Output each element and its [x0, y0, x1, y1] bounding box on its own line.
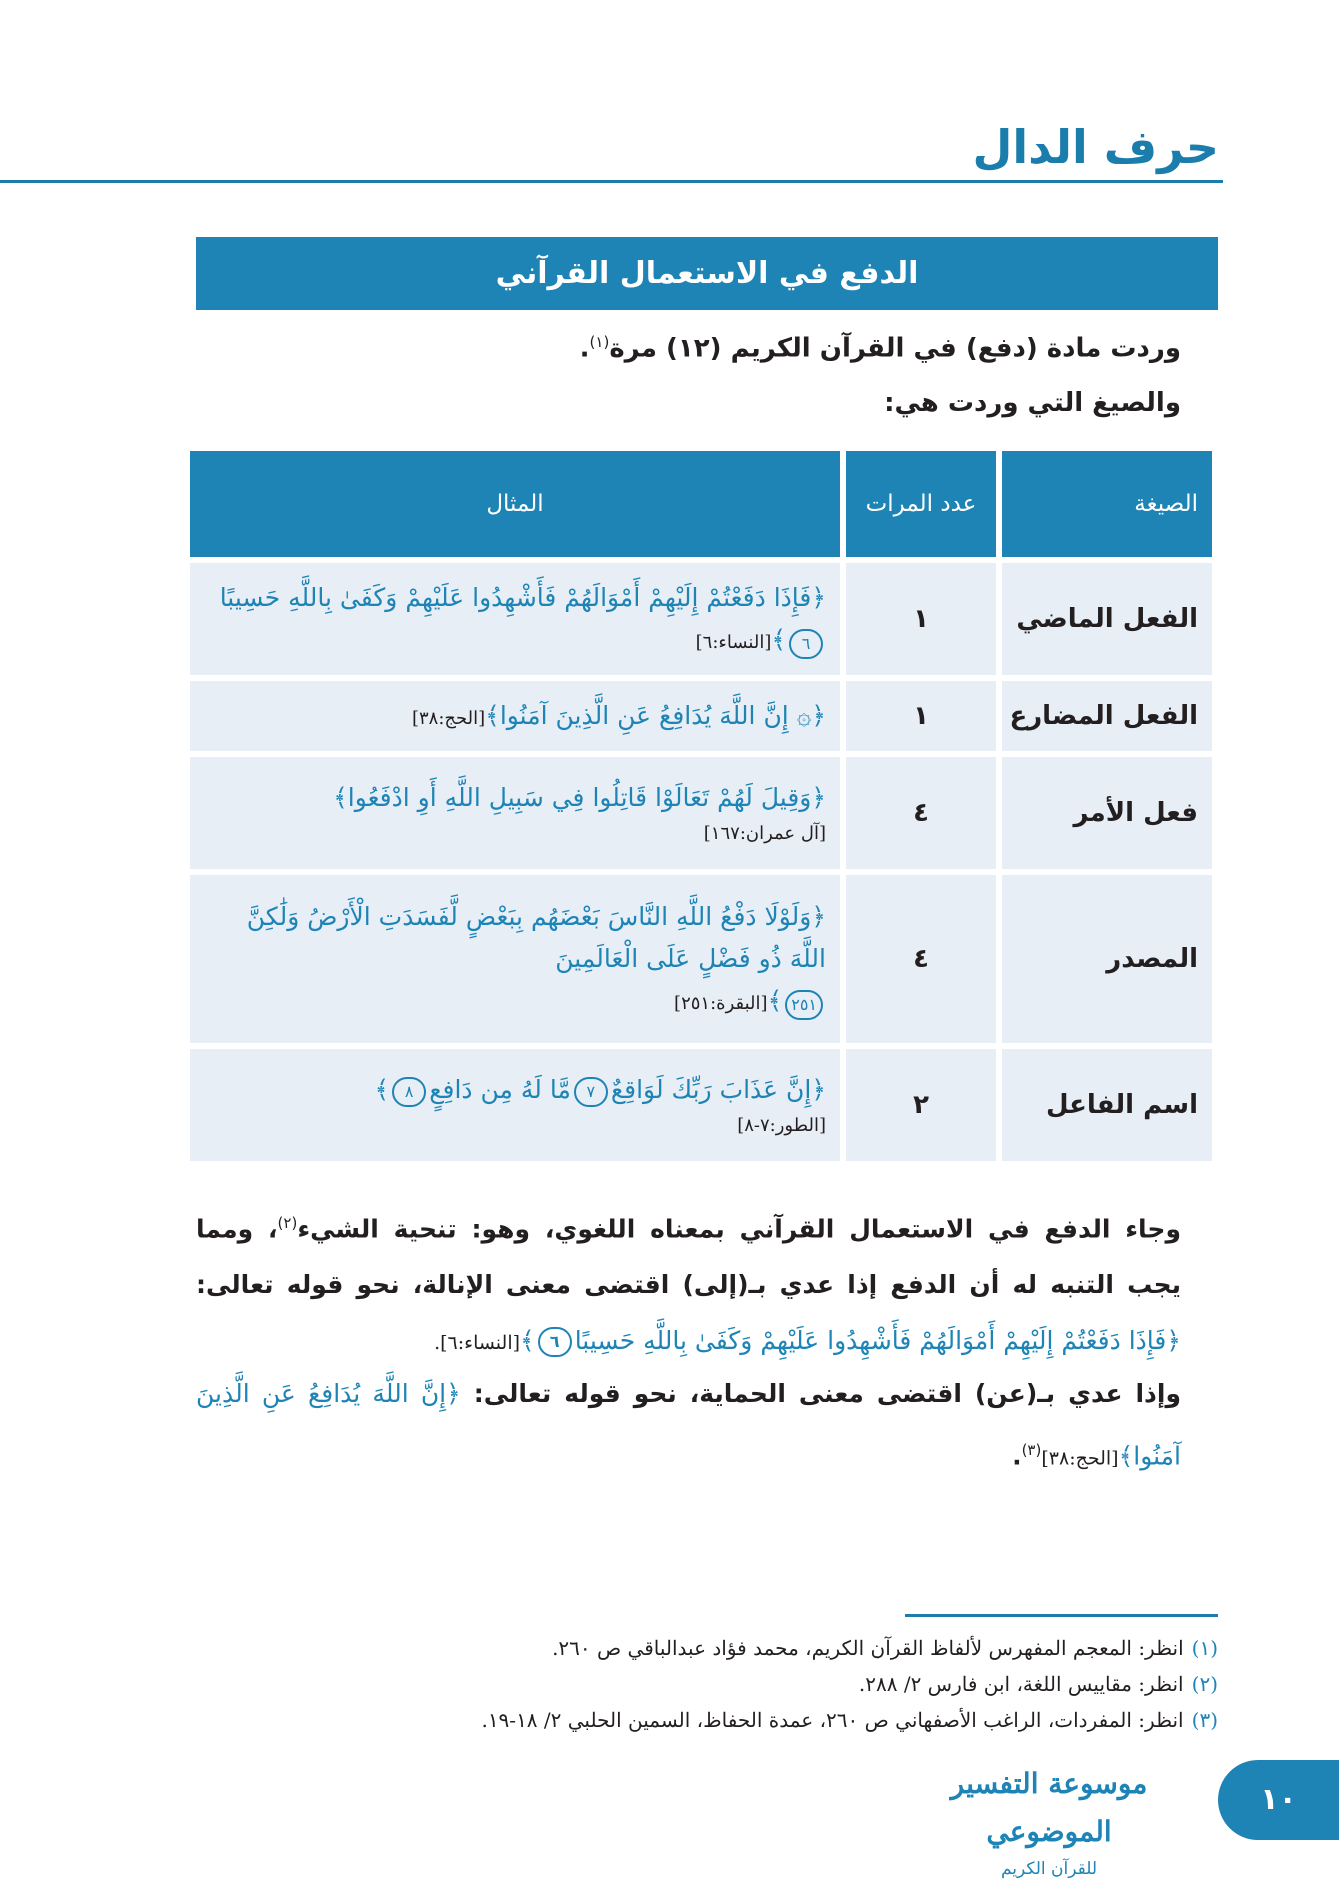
ayah-number-icon: ٧: [574, 1077, 608, 1107]
chapter-title: حرف الدال: [972, 120, 1219, 174]
verse-close: ﴾: [767, 986, 783, 1015]
verse-close: ﴾: [771, 625, 786, 654]
footnotes: [198, 1630, 1218, 1738]
header-divider: [0, 180, 1223, 183]
verse-reference: [الطور:٧-٨]: [737, 1115, 826, 1136]
verse-text: ﴿۞ إِنَّ اللَّهَ يُدَافِعُ عَنِ الَّذِينَ آمَنُوا﴾: [485, 701, 826, 730]
verse-reference: [النساء:٦]: [695, 632, 772, 653]
para1-verse-close: ﴾: [520, 1326, 535, 1356]
verse-reference: [آل عمران:١٦٧]: [703, 823, 826, 844]
forms-table: [184, 445, 1218, 1167]
count-cell: ١: [846, 563, 996, 675]
verse-close: ﴾: [374, 1075, 390, 1104]
footnote-number: (١): [1191, 1636, 1218, 1660]
logo-subtitle: للقرآن الكريم: [1000, 1859, 1098, 1879]
example-cell: [190, 875, 840, 1043]
intro-count-end: .: [579, 333, 590, 364]
count-cell: ٤: [846, 757, 996, 869]
table-row: [190, 757, 1212, 869]
form-cell: فعل الأمر: [1002, 757, 1212, 869]
table-row: [190, 875, 1212, 1043]
footnote-number: (٢): [1191, 1672, 1218, 1696]
ayah-number-icon: ٢٥١: [785, 990, 823, 1020]
intro-count-line: [281, 333, 1181, 364]
count-cell: ١: [846, 681, 996, 751]
example-cell: [190, 757, 840, 869]
example-cell: [190, 1049, 840, 1161]
verse-text: ﴿وَقِيلَ لَهُمْ تَعَالَوْا قَاتِلُوا فِي سَبِيلِ اللَّهِ أَوِ ادْفَعُوا﴾: [333, 783, 826, 812]
footnote-item: [198, 1630, 1218, 1666]
footnote-text: انظر: مقاييس اللغة، ابن فارس ٢/ ٢٨٨.: [858, 1672, 1184, 1696]
verse-reference: [البقرة:٢٥١]: [674, 993, 768, 1014]
para2-reference: [الحج:٣٨]: [1041, 1447, 1119, 1470]
count-cell: ٢: [846, 1049, 996, 1161]
verse-text-continued: مَّا لَهُ مِن دَافِعٍ: [429, 1075, 571, 1104]
verse-text: ﴿فَإِذَا دَفَعْتُمْ إِلَيْهِمْ أَمْوَالَهُمْ فَأَشْهِدُوا عَلَيْهِمْ وَكَفَىٰ بِاللَّهِ حَسِيبًا: [219, 583, 826, 612]
form-cell: اسم الفاعل: [1002, 1049, 1212, 1161]
table-row: [190, 563, 1212, 675]
para2-verse: ﴿إِنَّ اللَّهَ يُدَافِعُ عَنِ الَّذِينَ آمَنُوا﴾: [196, 1379, 1181, 1471]
para1-text-b: ، ومما يجب التنبه له أن الدفع إذا عدي بـ(إلى) اقتضى معنى الإنالة، نحو قوله تعالى:: [196, 1214, 1181, 1300]
footnote-ref-1[interactable]: (١): [589, 333, 610, 351]
form-cell: المصدر: [1002, 875, 1212, 1043]
example-cell: [190, 563, 840, 675]
footnote-text: انظر: المفردات، الراغب الأصفهاني ص ٢٦٠، عمدة الحفاظ، السمين الحلبي ٢/ ١٨-١٩.: [481, 1708, 1184, 1732]
ayah-number-icon: ٦: [538, 1327, 572, 1357]
table-row: [190, 681, 1212, 751]
para1-text-a: وجاء الدفع في الاستعمال القرآني بمعناه اللغوي، وهو: تنحية الشيء: [297, 1214, 1181, 1244]
ayah-number-icon: ٨: [392, 1077, 426, 1107]
form-cell: الفعل الماضي: [1002, 563, 1212, 675]
body-paragraph-1: [196, 1195, 1181, 1371]
footnote-number: (٣): [1191, 1708, 1218, 1732]
para2-end: .: [1012, 1441, 1022, 1471]
para1-reference: [النساء:٦].: [434, 1332, 521, 1355]
footnote-item: [198, 1702, 1218, 1738]
footnote-text: انظر: المعجم المفهرس لألفاظ القرآن الكريم، محمد فؤاد عبدالباقي ص ٢٦٠.: [552, 1636, 1184, 1660]
para1-verse: ﴿فَإِذَا دَفَعْتُمْ إِلَيْهِمْ أَمْوَالَهُمْ فَأَشْهِدُوا عَلَيْهِمْ وَكَفَىٰ بِاللَّهِ حَسِيبًا: [574, 1326, 1181, 1356]
header-count: عدد المرات: [846, 451, 996, 557]
intro-forms-line: والصيغ التي وردت هي:: [884, 388, 1181, 418]
verse-reference: [الحج:٣٨]: [411, 708, 486, 729]
verse-text: ﴿وَلَوْلَا دَفْعُ اللَّهِ النَّاسَ بَعْضَهُم بِبَعْضٍ لَّفَسَدَتِ الْأَرْضُ وَلَٰكِنَّ اللَّهَ ذُو فَضْلٍ عَلَى الْعَالَمِينَ: [246, 902, 826, 973]
footnote-ref-3[interactable]: (٣): [1021, 1441, 1042, 1459]
encyclopedia-logo: [909, 1760, 1189, 1879]
example-cell: [190, 681, 840, 751]
ayah-number-icon: ٦: [789, 629, 823, 659]
logo-title: موسوعة التفسير الموضوعي: [950, 1767, 1148, 1848]
footnote-item: [198, 1666, 1218, 1702]
intro-count-text: وردت مادة (دفع) في القرآن الكريم (١٢) مرة: [609, 333, 1181, 364]
header-form: الصيغة: [1002, 451, 1212, 557]
footnotes-divider: [905, 1614, 1218, 1617]
table-header-row: [190, 451, 1212, 557]
count-cell: ٤: [846, 875, 996, 1043]
form-cell: الفعل المضارع: [1002, 681, 1212, 751]
page-number: ١٠: [1218, 1760, 1339, 1840]
section-title: الدفع في الاستعمال القرآني: [196, 237, 1218, 310]
table-row: [190, 1049, 1212, 1161]
footnote-ref-2[interactable]: (٢): [277, 1214, 298, 1232]
para2-text: وإذا عدي بـ(عن) اقتضى معنى الحماية، نحو قوله تعالى:: [473, 1379, 1181, 1408]
body-paragraph-2: [196, 1366, 1181, 1486]
verse-text: ﴿إِنَّ عَذَابَ رَبِّكَ لَوَاقِعٌ: [610, 1075, 826, 1104]
header-example: المثال: [190, 451, 840, 557]
